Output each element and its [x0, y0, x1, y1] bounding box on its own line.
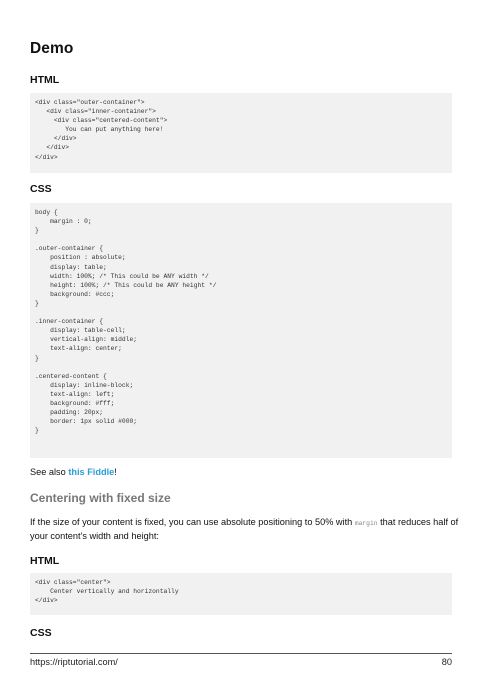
fiddle-link[interactable]: this Fiddle	[68, 467, 115, 477]
intro-text-part1: If the size of your content is fixed, you can use absolute positioning to 50% with	[30, 517, 355, 527]
demo-html-heading: HTML	[30, 74, 60, 86]
see-also-text	[30, 466, 460, 479]
fixed-html-code-block: <div class="center"> Center vertically and horizontally </div>	[30, 573, 452, 615]
fixed-html-heading: HTML	[30, 555, 60, 567]
see-also-suffix: !	[114, 467, 117, 477]
footer-url[interactable]: https://riptutorial.com/	[30, 657, 118, 667]
footer-divider	[30, 653, 452, 654]
page-number: 80	[441, 657, 452, 667]
inline-code-margin: margin	[354, 520, 378, 527]
intro-text-part2: that reduces half of your content's width and height:	[30, 517, 459, 541]
see-also-prefix: See also	[30, 467, 69, 477]
fixed-size-intro	[30, 516, 460, 543]
fixed-size-title: Centering with fixed size	[30, 491, 171, 505]
demo-html-code-block: <div class="outer-container"> <div class="inner-container"> <div class="centered-content"> You can put anything here! </div> </div> </div>	[30, 93, 452, 173]
demo-css-heading: CSS	[30, 183, 52, 195]
demo-title: Demo	[30, 40, 74, 57]
demo-css-code-block: body { margin : 0; } .outer-container { position : absolute; display: table; width: 100%; /* This could be ANY width */ height: 100%; /* This could be ANY height */ background: #ccc; } .inner-container { display: table-cell; vertical-align: middle; text-align: center; } .centered-content { display: inline-block; text-align: left; background: #fff; padding: 20px; border: 1px solid #000; }	[30, 203, 452, 458]
fixed-css-heading: CSS	[30, 627, 52, 639]
